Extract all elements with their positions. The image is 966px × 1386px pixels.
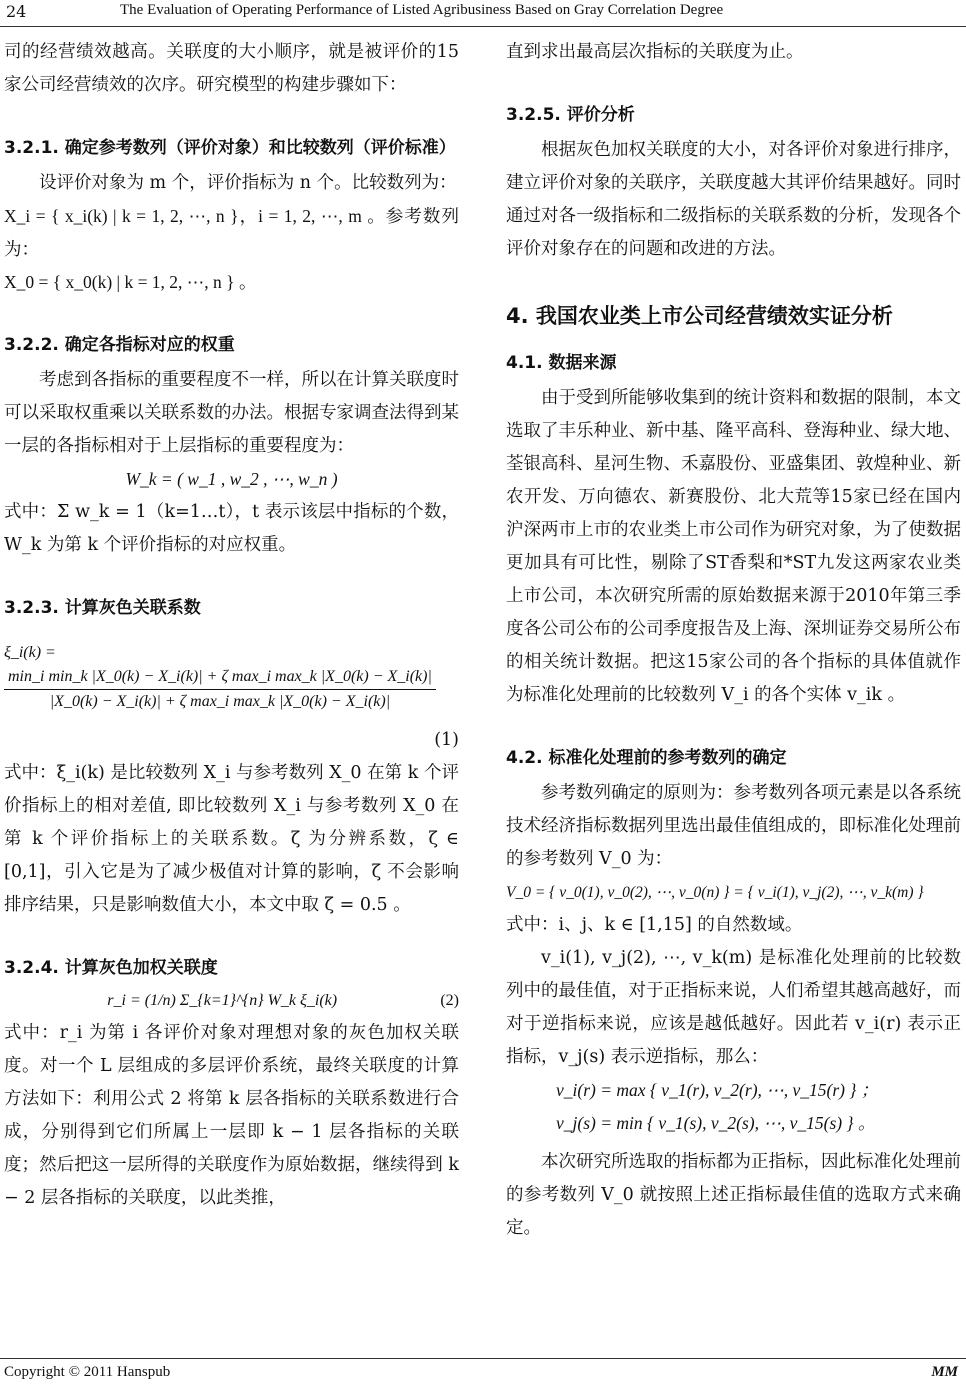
page-number: 24 xyxy=(6,2,27,21)
journal-abbreviation: MM xyxy=(931,1364,958,1380)
intro-paragraph: 司的经营绩效越高。关联度的大小顺序，就是被评价的15家公司经营绩效的次序。研究模型的构建步骤如下： xyxy=(4,42,459,95)
section-4-2-title: 4.2. 标准化处理前的参考数列的确定 xyxy=(506,748,787,768)
section-3-2-3-title: 3.2.3. 计算灰色关联系数 xyxy=(4,598,201,618)
section-3-2-1-title: 3.2.1. 确定参考数列（评价对象）和比较数列（评价标准） xyxy=(4,138,456,158)
section-3-2-3-text: 式中：ξ_i(k) 是比较数列 X_i 与参考数列 X_0 在第 k 个评价指标上的相对差值, 即比较数列 X_i 与参考数列 X_0 在第 k 个评价指标上的关联系数。ζ 为分辨系数，ζ ∈ [0,1]，引入它是为了减少极值对计算的影响，ζ 不会影响排序结果，只是影响数值大小，本文中取 ζ = 0.5 。 xyxy=(4,763,459,915)
section-4-2-text-3: v_i(1), v_j(2), ⋯, v_k(m) 是标准化处理前的比较数列中的最佳值，对于正指标来说，人们希望其越高越好，而对于逆指标来说，应该是越低越好。因此若 v_i(r) 表示正指标，v_j(s) 表示逆指标，那么： xyxy=(506,948,961,1067)
gray-correlation-formula xyxy=(4,641,459,714)
copyright-notice: Copyright © 2011 Hanspub xyxy=(4,1364,171,1380)
section-3-2-4-title: 3.2.4. 计算灰色加权关联度 xyxy=(4,958,218,978)
formula-2: r_i = (1/n) Σ_{k=1}^{n} W_k ξ_i(k) xyxy=(107,992,338,1009)
continued-text: 直到求出最高层次指标的关联度为止。 xyxy=(506,42,804,62)
reference-sequence-equation: X_0 = { x_0(k) | k = 1, 2, ⋯, n } 。 xyxy=(4,272,257,292)
weight-vector-equation: W_k = ( w_1 , w_2 , ⋯, w_n ) xyxy=(125,469,338,489)
section-4-1-title: 4.1. 数据来源 xyxy=(506,353,617,373)
section-4-1-text: 由于受到所能够收集到的统计资料和数据的限制，本文选取了丰乐种业、新中基、隆平高科、登海种业、绿大地、荃银高科、星河生物、禾嘉股份、亚盛集团、敦煌种业、新农开发、万向德农、新赛股份、北大荒等15家已经在国内沪深两市上市的农业类上市公司作为研究对象，为了使数据更加具有可比性，剔除了ST香梨和*ST九发这两家农业类上市公司，本次研究所需的原始数据来源于2010年第三季度各公司公布的公司季度报告及上海、深圳证券交易所公布的相关统计数据。把这15家公司的各个指标的具体值就作为标准化处理前的比较数列 V_i 的各个实体 v_ik 。 xyxy=(506,388,961,705)
section-3-2-5-text: 根据灰色加权关联度的大小，对各评价对象进行排序，建立评价对象的关联序，关联度越大其评价结果越好。同时通过对各一级指标和二级指标的关联系数的分析，发现各个评价对象存在的问题和改进的方法。 xyxy=(506,140,961,259)
comparison-sequence-equation: X_i = { x_i(k) | k = 1, 2, ⋯, n }，i = 1, 2, ⋯, m 。参考数列为： xyxy=(4,206,459,259)
header-rule xyxy=(0,26,966,27)
positive-indicator-equation: v_i(r) = max { v_1(r), v_2(r), ⋯, v_15(r) } ； xyxy=(556,1080,879,1100)
section-4-2-text-1: 参考数列确定的原则为：参考数列各项元素是以各系统技术经济指标数据列里选出最佳值组成的，即标准化处理前的参考数列 V_0 为： xyxy=(506,783,961,869)
weight-explanation: 式中：Σ w_k = 1（k=1…t），t 表示该层中指标的个数，W_k 为第 k 个评价指标的对应权重。 xyxy=(4,502,459,555)
equation-number-1: (1) xyxy=(434,730,459,750)
section-4-2-text-2: 式中：i、j、k ∈ [1,15] 的自然数域。 xyxy=(506,915,803,935)
section-4-title: 4. 我国农业类上市公司经营绩效实证分析 xyxy=(506,304,893,328)
section-3-2-4-text: 式中：r_i 为第 i 各评价对象对理想对象的灰色加权关联度。对一个 L 层组成的多层评价系统，最终关联度的计算方法如下：利用公式 2 将第 k 层各指标的关联系数进行合成，分别得到它们所属上一层即 k − 1 层各指标的关联度；然后把这一层所得的关联度作为原始数据，继续得到 k − 2 层各指标的关联度，以此类推， xyxy=(4,1023,459,1208)
formula-1-denominator: |X_0(k) − X_i(k)| + ζ max_i max_k |X_0(k) − X_i(k)| xyxy=(49,693,391,710)
formula-1-fraction xyxy=(4,665,436,714)
section-4-2-text-4: 本次研究所选取的指标都为正指标，因此标准化处理前的参考数列 V_0 就按照上述正指标最佳值的选取方式来确定。 xyxy=(506,1152,961,1238)
formula-1-lhs: ξ_i(k) = xyxy=(4,644,56,661)
footer-rule xyxy=(0,1358,966,1359)
reference-sequence-v0-equation: V_0 = { v_0(1), v_0(2), ⋯, v_0(n) } = { v_i(1), v_j(2), ⋯, v_k(m) } xyxy=(506,884,924,901)
section-3-2-1-text: 设评价对象为 m 个，评价指标为 n 个。比较数列为： xyxy=(39,173,457,193)
formula-1-numerator: min_i min_k |X_0(k) − X_i(k)| + ζ max_i max_k |X_0(k) − X_i(k)| xyxy=(4,665,436,690)
section-3-2-5-title: 3.2.5. 评价分析 xyxy=(506,105,635,125)
section-3-2-2-text: 考虑到各指标的重要程度不一样，所以在计算关联度时可以采取权重乘以关联系数的办法。根据专家调查法得到某一层的各指标相对于上层指标的重要程度为： xyxy=(4,370,459,456)
section-3-2-2-title: 3.2.2. 确定各指标对应的权重 xyxy=(4,335,235,355)
left-column xyxy=(4,36,459,1215)
running-title: The Evaluation of Operating Performance of Listed Agribusiness Based on Gray Correlation Degree xyxy=(120,2,724,18)
weighted-correlation-formula xyxy=(4,989,459,1013)
right-column xyxy=(506,36,961,1245)
equation-number-2: (2) xyxy=(440,992,459,1009)
negative-indicator-equation: v_j(s) = min { v_1(s), v_2(s), ⋯, v_15(s) } 。 xyxy=(556,1113,876,1133)
